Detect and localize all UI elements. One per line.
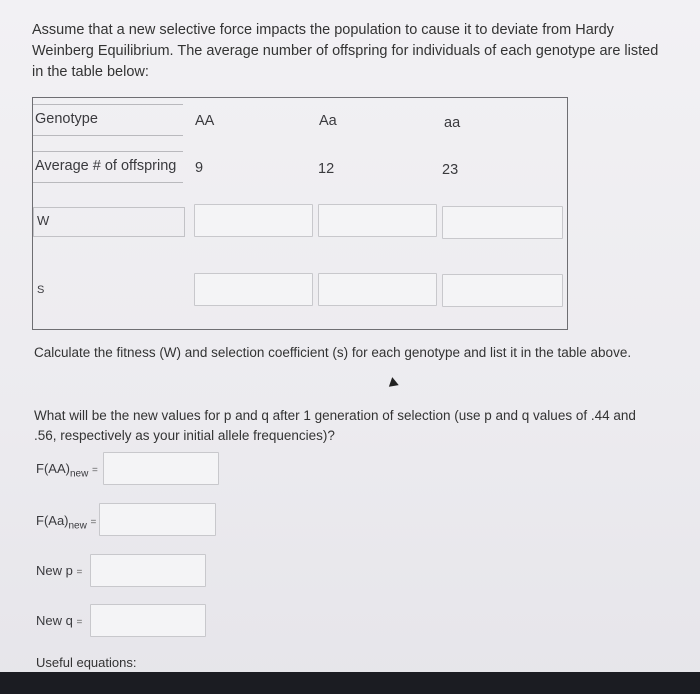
genotype-table	[32, 97, 568, 330]
offspring-label: Average # of offspring	[35, 158, 177, 174]
faa2-new-input[interactable]	[99, 503, 216, 536]
w-input-aa[interactable]	[442, 206, 563, 239]
genotype-aa-lower: aa	[444, 115, 461, 131]
new-q-input[interactable]	[90, 604, 206, 637]
useful-equations-heading: Useful equations:	[36, 655, 137, 670]
genotype-aa-hetero: Aa	[319, 113, 337, 129]
question-text: What will be the new values for p and q after 1 generation of selection (use p and q values of .44 and .56, respectively as your initial allele frequencies)?	[34, 408, 636, 443]
offspring-value-aa: 23	[442, 162, 459, 178]
new-p-text: New p	[36, 563, 73, 578]
new-p-equals: =	[76, 567, 83, 578]
new-q-label	[36, 613, 82, 628]
faa-label-sub: new	[69, 468, 89, 480]
w-label: W	[37, 213, 50, 228]
offspring-value-Aa: 12	[318, 161, 335, 177]
offspring-value-AA: 9	[195, 160, 204, 176]
faa-equals: =	[91, 465, 98, 476]
s-input-AA[interactable]	[194, 273, 313, 306]
new-q-equals: =	[76, 617, 83, 628]
w-input-AA[interactable]	[194, 204, 313, 237]
s-label: S	[37, 284, 45, 296]
bottom-edge-bar	[0, 672, 700, 694]
w-input-Aa[interactable]	[318, 204, 437, 237]
s-input-Aa[interactable]	[318, 273, 437, 306]
mouse-pointer-icon	[387, 376, 398, 387]
new-p-label	[36, 563, 82, 578]
calc-instruction: Calculate the fitness (W) and selection coefficient (s) for each genotype and list it in the table above.	[34, 345, 632, 360]
faa2-equals: =	[90, 517, 97, 528]
s-input-aa[interactable]	[442, 274, 563, 307]
faa2-new-label	[36, 513, 96, 532]
faa-new-input[interactable]	[103, 452, 219, 485]
faa-label-base: F(AA)	[36, 461, 70, 476]
w-label-box	[33, 207, 185, 237]
new-p-input[interactable]	[90, 554, 206, 587]
faa2-label-base: F(Aa)	[36, 513, 69, 528]
new-q-text: New q	[36, 613, 73, 628]
faa2-label-sub: new	[68, 520, 87, 532]
genotype-header-label: Genotype	[35, 111, 98, 127]
intro-text: Assume that a new selective force impacts the population to cause it to deviate from Hardy Weinberg Equilibrium. The average number of offspring for individuals of each genotype are listed in the table below:	[32, 22, 659, 80]
genotype-aa-upper: AA	[195, 113, 215, 129]
faa-new-label	[36, 461, 98, 480]
